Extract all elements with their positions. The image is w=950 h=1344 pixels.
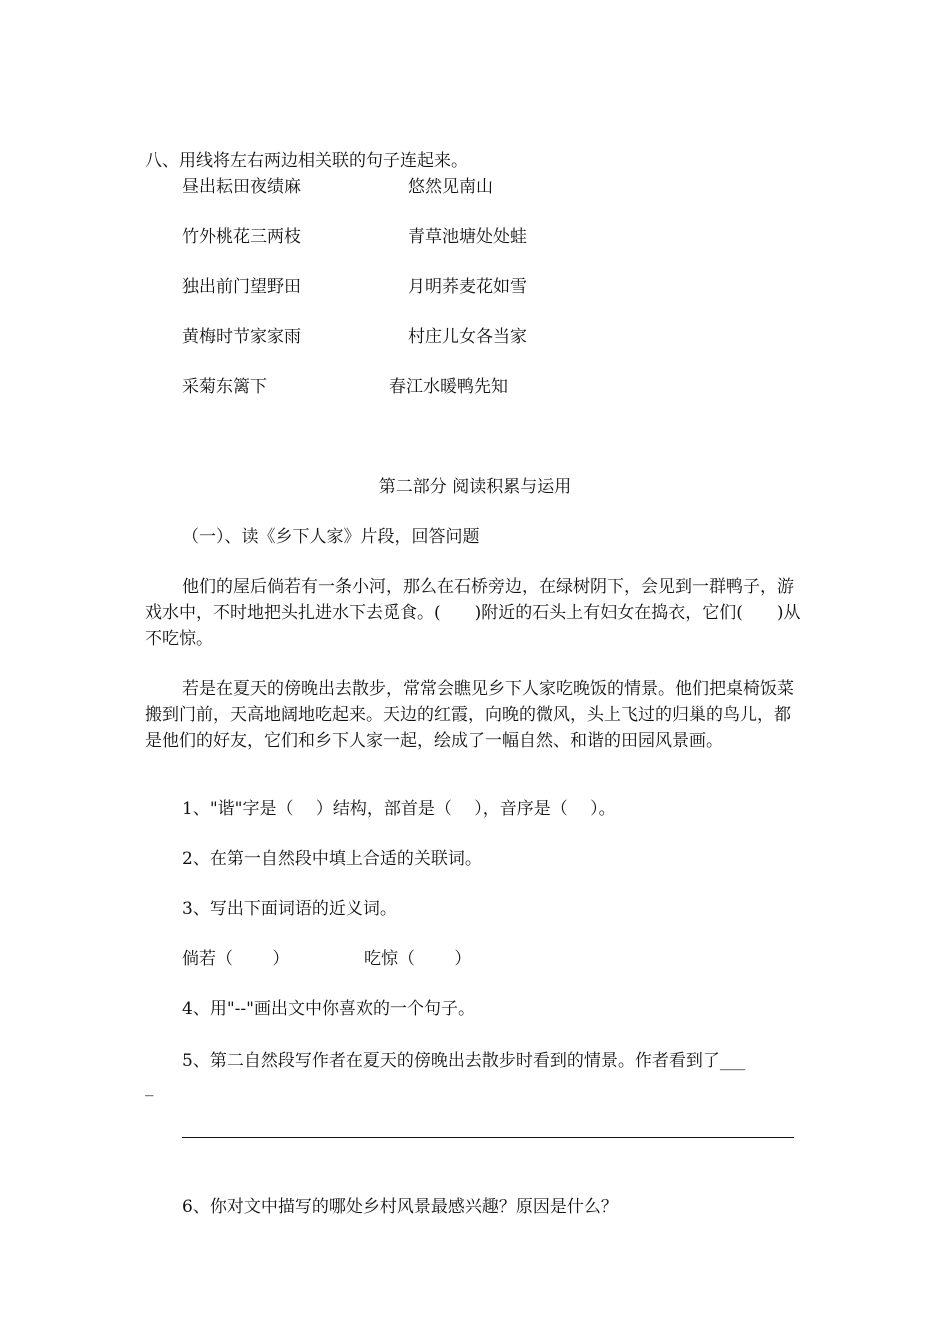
question-5: 5、第二自然段写作者在夏天的傍晚出去散步时看到的情景。作者看到了___ <box>182 1051 746 1071</box>
pair-right-2: 青草池塘处处蛙 <box>408 227 527 247</box>
question-3: 3、写出下面词语的近义词。 <box>182 899 397 919</box>
pair-left-4: 黄梅时节家家雨 <box>182 327 301 347</box>
question-6: 6、你对文中描写的哪处乡村风景最感兴趣？原因是什么？ <box>182 1197 618 1217</box>
pair-left-1: 昼出耘田夜绩麻 <box>182 177 301 197</box>
question-5-blank-continuation: _ <box>145 1077 154 1097</box>
pair-right-4: 村庄儿女各当家 <box>408 327 527 347</box>
section-subtitle: （一）、读《乡下人家》片段，回答问题 <box>182 527 480 547</box>
pair-left-5: 采菊东篱下 <box>182 377 267 397</box>
question-1: 1、"谐"字是（ ）结构，部首是（ ），音序是（ ）。 <box>182 799 616 819</box>
question-3-word-b: 吃惊（ ） <box>364 949 472 969</box>
answer-blank-line <box>182 1136 794 1138</box>
question-4: 4、用"--"画出文中你喜欢的一个句子。 <box>182 999 475 1019</box>
pair-left-3: 独出前门望野田 <box>182 277 301 297</box>
exercise-8-heading: 八、用线将左右两边相关联的句子连起来。 <box>145 151 468 171</box>
pair-right-3: 月明荞麦花如雪 <box>408 277 527 297</box>
pair-left-2: 竹外桃花三两枝 <box>182 227 301 247</box>
question-3-word-a: 倘若（ ） <box>182 949 290 969</box>
passage-paragraph-1: 他们的屋后倘若有一条小河，那么在石桥旁边，在绿树阴下，会见到一群鸭子，游戏水中，不时地把头扎进水下去觅食。( )附近的石头上有妇女在捣衣，它们( )从不吃惊。 <box>145 577 801 649</box>
passage-paragraph-2: 若是在夏天的傍晚出去散步，常常会瞧见乡下人家吃晚饭的情景。他们把桌椅饭菜搬到门前，天高地阔地吃起来。天边的红霞，向晚的微风，头上飞过的归巢的鸟儿，都是他们的好友，它们和乡下人家一起，绘成了一幅自然、和谐的田园风景画。 <box>145 679 794 751</box>
pair-right-5: 春江水暖鸭先知 <box>389 377 508 397</box>
question-2: 2、在第一自然段中填上合适的关联词。 <box>182 849 482 869</box>
section-title: 第二部分 阅读积累与运用 <box>378 477 572 497</box>
pair-right-1: 悠然见南山 <box>408 177 493 197</box>
